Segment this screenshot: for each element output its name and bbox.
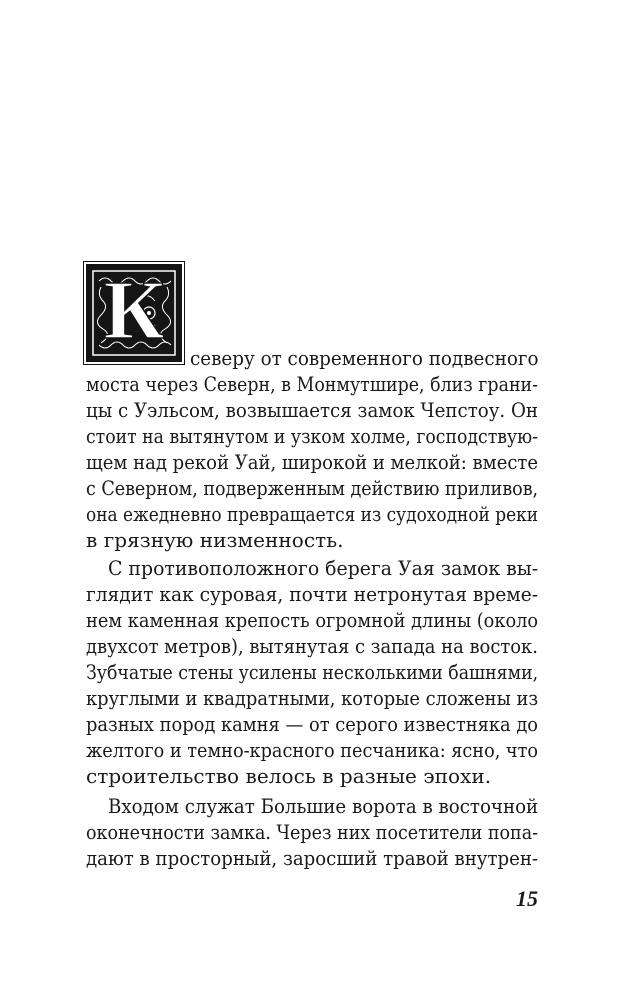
text-line: северу от современного подвесного [190,346,539,370]
text-line: глядит как суровая, почти нетронутая време- [86,582,539,606]
text-line: в грязную низменность. [86,528,344,552]
text-line: двухсот метров), вытянутая с запада на восток. [86,634,538,658]
text-line: разных пород камня — от серого известняка до [86,712,539,736]
text-line: моста через Северн, в Монмутшире, близ грани- [86,372,539,396]
ornamental-dropcap [86,264,182,362]
text-line: строительство велось в разные эпохи. [86,764,492,788]
text-line: С противоположного берега Уая замок вы- [108,556,539,580]
text-line: стоит на вытянутом и узком холме, господствую- [86,424,539,448]
text-line: круглыми и квадратными, которые сложены из [86,686,539,710]
text-line: нем каменная крепость огромной длины (около [86,608,539,632]
text-line: Зубчатые стены усилены несколькими башнями, [86,660,539,684]
text-line: с Северном, подверженным действию приливов, [86,476,539,500]
text-line: дают в просторный, заросший травой внутрен- [86,846,539,870]
text-line: оконечности замка. Через них посетители попа- [86,820,539,844]
text-line: Входом служат Большие ворота в восточной [108,794,539,818]
text-line: она ежедневно превращается из судоходной реки [86,502,539,526]
text-line: щем над рекой Уай, широкой и мелкой: вместе [86,450,539,474]
dropcap-letter: К [103,264,165,357]
text-line: желтого и темно-красного песчаника: ясно, что [86,738,539,762]
page-number: 15 [516,886,538,911]
text-line: цы с Уэльсом, возвышается замок Чепстоу. Он [86,398,539,422]
